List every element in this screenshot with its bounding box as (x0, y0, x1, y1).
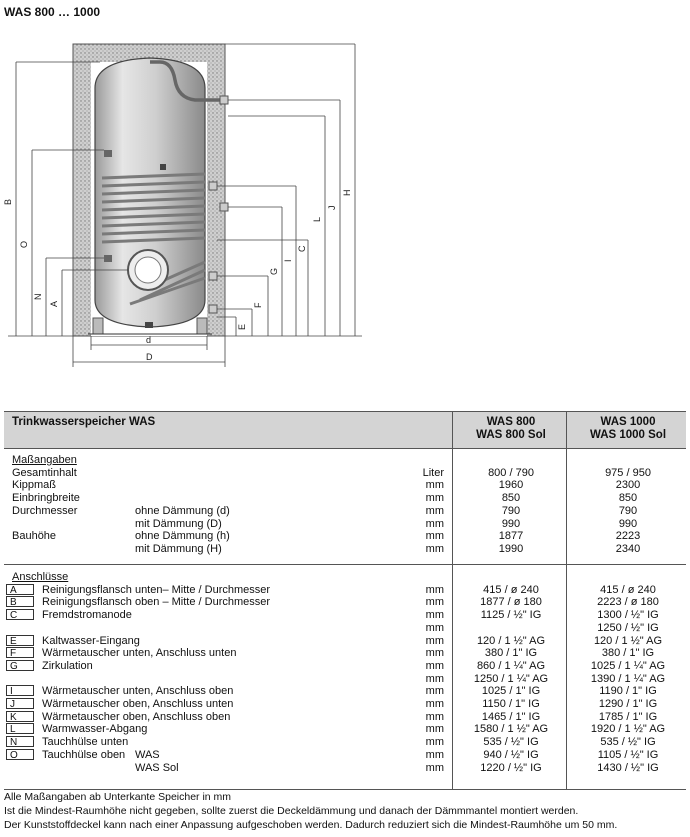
anschl-row (4, 723, 686, 736)
connection-value-was800: 860 / 1 ¼" AG (476, 659, 546, 672)
connection-key-box: K (6, 711, 34, 722)
masse-label: Einbringbreite (12, 492, 80, 505)
connection-label: Fremdstromanode (42, 609, 132, 622)
spec-table (4, 411, 686, 790)
connection-key-box: O (6, 749, 34, 760)
masse-value-was1000: 2223 (615, 530, 641, 543)
connection-unit: mm (425, 748, 444, 761)
connection-value-was800: 1580 / 1 ½" AG (473, 723, 549, 736)
connection-label: Wärmetauscher oben, Anschluss oben (42, 710, 231, 723)
connection-value-was1000: 415 / ø 240 (600, 583, 656, 596)
masse-value-was1000: 990 (618, 517, 638, 530)
connection-unit: mm (425, 659, 444, 672)
connection-unit: mm (425, 583, 444, 596)
masse-unit: mm (425, 517, 444, 530)
table-header (4, 412, 686, 449)
connection-key-box: J (6, 698, 34, 709)
masse-sub: ohne Dämmung (d) (135, 504, 230, 517)
dim-f: F (253, 302, 263, 308)
dim-b: B (3, 198, 13, 205)
port-k (220, 203, 228, 211)
table-title: Trinkwasserspeicher WAS (12, 416, 156, 428)
connection-key-box: B (6, 596, 34, 607)
connection-value-was1000: 535 / ½" IG (600, 736, 656, 749)
connection-value-was1000: 1290 / 1" IG (598, 698, 658, 710)
masse-label: Gesamtinhalt (12, 466, 77, 479)
dim-big-d: D (146, 352, 153, 362)
masse-unit: mm (425, 492, 444, 505)
col-was1000 (570, 416, 686, 442)
anschl-title-row (4, 571, 686, 584)
section-divider (4, 564, 686, 565)
anschl-title: Anschlüsse (12, 571, 69, 583)
col-was800-line1: WAS 800 (486, 416, 536, 428)
masse-value-was800: 800 / 790 (488, 466, 534, 479)
masse-row (4, 479, 686, 492)
masse-unit: Liter (422, 466, 444, 479)
connection-sub: WAS Sol (135, 761, 179, 774)
connection-key-box: I (6, 685, 34, 696)
connection-label: Wärmetauscher unten, Anschluss oben (42, 685, 234, 698)
masse-row (4, 543, 686, 556)
port-f (209, 305, 217, 313)
masse-row (4, 530, 686, 543)
connection-unit: mm (425, 596, 444, 609)
connection-unit: mm (425, 634, 444, 647)
connection-value-was1000: 1190 / 1" IG (599, 685, 657, 698)
masse-value-was1000: 850 (618, 492, 638, 505)
masse-row (4, 492, 686, 505)
connection-value-was800: 940 / ½" IG (483, 748, 539, 761)
masse-sub: mit Dämmung (H) (135, 542, 222, 555)
dim-l: L (312, 216, 322, 222)
connection-value-was800: 1465 / 1" IG (481, 710, 541, 723)
masse-sub: mit Dämmung (D) (135, 517, 222, 530)
port-l (209, 182, 217, 190)
anschl-row (4, 711, 686, 724)
masse-label: Bauhöhe (12, 530, 57, 543)
connection-value-was1000: 380 / 1" IG (601, 647, 655, 660)
masse-unit: mm (425, 504, 444, 517)
connection-unit: mm (425, 710, 444, 723)
dim-h-big: H (342, 189, 352, 196)
sensor-lower (104, 255, 112, 262)
sensor-upper (104, 150, 112, 157)
connection-label: Reinigungsflansch unten– Mitte / Durchmesser (42, 583, 271, 596)
anschl-row (4, 698, 686, 711)
connection-key-box: A (6, 584, 34, 595)
anschl-row (4, 584, 686, 597)
footer-line-2: Ist die Mindest-Raumhöhe nicht gegeben, sollte zuerst die Deckeldämmung und danach der Dämmmantel montiert werden. (4, 805, 579, 817)
masse-value-was1000: 790 (618, 504, 638, 517)
masse-value-was800: 1990 (498, 542, 524, 555)
dim-h-small: J (327, 205, 337, 210)
footer-line-3: Der Kunststoffdeckel kann nach einer Anpassung aufgeschoben werden. Dadurch reduziert sich die Mindest-Raumhöhe um 50 mm. (4, 819, 618, 831)
masse-value-was1000: 2340 (615, 542, 641, 555)
footer-line-1: Alle Maßangaben ab Unterkante Speicher in mm (4, 791, 232, 803)
connection-value-was800: 1877 / ø 180 (480, 596, 542, 609)
page-title: WAS 800 … 1000 (4, 5, 101, 19)
connection-value-was1000: 120 / 1 ½" AG (593, 634, 663, 647)
masse-value-was1000: 2300 (615, 479, 641, 492)
dim-n: N (33, 293, 43, 300)
masse-label: Kippmaß (12, 479, 57, 492)
connection-sub: WAS (135, 748, 160, 761)
anode (160, 164, 166, 170)
connection-value-was1000: 1785 / 1" IG (598, 710, 658, 723)
masse-value-was800: 790 (501, 504, 521, 517)
col-was800 (456, 416, 566, 442)
col-was1000-line1: WAS 1000 (600, 416, 656, 428)
connection-value-was1000: 1025 / 1 ¼" AG (590, 659, 666, 672)
masse-unit: mm (425, 542, 444, 555)
connection-value-was1000: 2223 / ø 180 (597, 596, 659, 609)
anschl-row (4, 749, 686, 762)
col-was1000-line2: WAS 1000 Sol (589, 429, 667, 441)
connection-value-was800: 415 / ø 240 (483, 583, 539, 596)
anschl-row (4, 673, 686, 686)
connection-unit: mm (425, 698, 444, 710)
connection-value-was1000: 1105 / ½" IG (597, 748, 659, 761)
connection-value-was1000: 1250 / ½" IG (597, 621, 659, 634)
masse-row (4, 467, 686, 480)
connection-value-was1000: 1920 / 1 ½" AG (590, 723, 666, 736)
anschl-row (4, 596, 686, 609)
masse-row (4, 505, 686, 518)
connection-key-box: C (6, 609, 34, 620)
connection-value-was800: 1150 / 1" IG (482, 698, 540, 710)
connection-key-box: F (6, 647, 34, 658)
anschl-row (4, 609, 686, 622)
connection-unit: mm (425, 672, 444, 685)
masse-value-was800: 1960 (498, 479, 524, 492)
connection-label: Wärmetauscher unten, Anschluss unten (42, 647, 237, 660)
drain (145, 322, 153, 328)
connection-key-box: N (6, 736, 34, 747)
masse-value-was800: 850 (501, 492, 521, 505)
masse-label: Durchmesser (12, 504, 78, 517)
masse-value-was800: 1877 (498, 530, 524, 543)
dim-small-d: d (146, 335, 152, 345)
connection-value-was1000: 1300 / ½" IG (597, 609, 659, 622)
connection-value-was1000: 1390 / 1 ¼" AG (590, 672, 666, 685)
connection-label: Tauchhülse oben (42, 748, 126, 761)
masse-unit: mm (425, 530, 444, 543)
connection-value-was800: 1025 / 1" IG (481, 685, 541, 698)
connection-unit: mm (425, 736, 444, 749)
connection-value-was800: 535 / ½" IG (483, 736, 539, 749)
connection-label: Warmwasser-Abgang (42, 723, 148, 736)
connection-unit: mm (425, 761, 444, 774)
anschl-row (4, 647, 686, 660)
connection-unit: mm (425, 723, 444, 736)
dim-i: I (283, 259, 293, 262)
masse-unit: mm (425, 479, 444, 492)
masse-sub: ohne Dämmung (h) (135, 530, 230, 543)
lower-flange (128, 250, 168, 290)
masse-value-was800: 990 (501, 517, 521, 530)
dim-o: O (19, 240, 29, 248)
anschl-row (4, 622, 686, 635)
tank-drawing (0, 0, 690, 400)
connection-key-box: L (6, 723, 34, 734)
connection-value-was800: 1125 / ½" IG (480, 609, 542, 622)
anschl-row (4, 762, 686, 775)
connection-unit: mm (425, 609, 444, 622)
connection-key-box: G (6, 660, 34, 671)
connection-label: Tauchhülse unten (42, 736, 129, 749)
anschl-row (4, 660, 686, 673)
connection-label: Reinigungsflansch oben – Mitte / Durchmesser (42, 596, 271, 609)
dim-e: E (237, 323, 247, 330)
connection-value-was1000: 1430 / ½" IG (597, 761, 659, 774)
connection-unit: mm (425, 685, 444, 698)
connection-key-box: E (6, 635, 34, 646)
connection-unit: mm (425, 621, 444, 634)
masse-title: Maßangaben (12, 454, 77, 466)
connection-label: Zirkulation (42, 659, 93, 672)
anschl-row (4, 736, 686, 749)
connection-label: Kaltwasser-Eingang (42, 634, 140, 647)
anschl-row (4, 635, 686, 648)
connection-unit: mm (425, 647, 444, 660)
port-g (209, 272, 217, 280)
col-was800-line2: WAS 800 Sol (476, 429, 546, 441)
masse-title-row (4, 454, 686, 467)
dim-lines-right (217, 44, 362, 336)
connection-value-was800: 120 / 1 ½" AG (476, 634, 546, 647)
connection-value-was800: 1220 / ½" IG (480, 761, 542, 774)
masse-value-was1000: 975 / 950 (605, 466, 651, 479)
anschl-row (4, 685, 686, 698)
connection-label: Wärmetauscher oben, Anschluss unten (42, 698, 234, 710)
dim-a: A (49, 300, 59, 307)
dim-g: G (269, 267, 279, 275)
dim-c: C (297, 245, 307, 252)
connection-value-was800: 1250 / 1 ¼" AG (473, 672, 549, 685)
masse-row (4, 518, 686, 531)
connection-value-was800: 380 / 1" IG (484, 647, 538, 660)
